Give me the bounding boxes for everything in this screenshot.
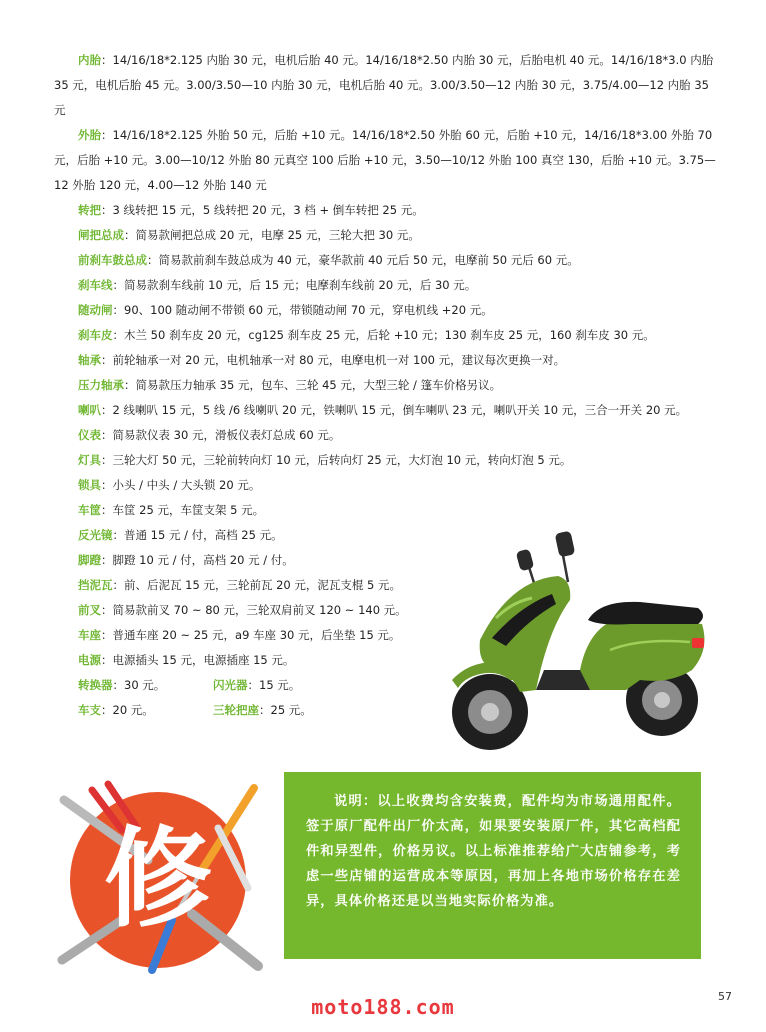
price-entry-inner-tube <box>54 48 718 123</box>
entry-label: 车筐 <box>78 503 101 517</box>
entry-label: 内胎 <box>78 53 101 67</box>
entry-text: ：车筐 25 元，车筐支架 5 元。 <box>101 503 265 517</box>
entry-text: ：14/16/18*2.125 内胎 30 元，电机后胎 40 元。14/16/18*2.50 内胎 30 元，后胎电机 40 元。14/16/18*3.0 内胎 35 元，电机后胎 45 元。3.00/3.50—10 内胎 30 元，电机后胎 40 元。3.00/3.50—12 内胎 30 元，3.75/4.00—12 内胎 35 元 <box>54 53 714 117</box>
price-entry-brake-lever <box>54 223 718 248</box>
entry-text: ：15 元。 <box>247 678 301 692</box>
price-entry-lights <box>54 448 718 473</box>
price-entry-brake-pad <box>54 323 718 348</box>
entry-text: ：简易款闸把总成 20 元，电摩 25 元，三轮大把 30 元。 <box>124 228 420 242</box>
price-item-kickstand <box>78 698 213 723</box>
price-entry-bearing <box>54 348 718 373</box>
entry-label: 前叉 <box>78 603 101 617</box>
entry-label: 闸把总成 <box>78 228 124 242</box>
price-entry-brake-cable <box>54 273 718 298</box>
price-entry-outer-tire <box>54 123 718 198</box>
entry-label: 电源 <box>78 653 101 667</box>
entry-label: 仪表 <box>78 428 101 442</box>
entry-label: 刹车线 <box>78 278 113 292</box>
entry-label: 转换器 <box>78 678 113 692</box>
entry-label: 转把 <box>78 203 101 217</box>
page-number: 57 <box>718 990 732 1003</box>
entry-label: 车支 <box>78 703 101 717</box>
logo-character: 修 <box>103 817 213 942</box>
entry-text: ：电源插头 15 元，电源插座 15 元。 <box>101 653 295 667</box>
entry-text: ：14/16/18*2.125 外胎 50 元，后胎 +10 元。14/16/18*2.50 外胎 60 元，后胎 +10 元，14/16/18*3.00 外胎 70 元，后胎 +10 元。3.00—10/12 外胎 80 元真空 100 后胎 +10 元，3.50—10/12 外胎 100 真空 130，后胎 +10 元。3.75—12 外胎 120 元，4.00—12 外胎 140 元 <box>54 128 716 192</box>
entry-text: ：90、100 随动闸不带锁 60 元，带锁随动闸 70 元，穿电机线 +20 元。 <box>112 303 493 317</box>
entry-label: 外胎 <box>78 128 101 142</box>
entry-text: ：前、后泥瓦 15 元，三轮前瓦 20 元，泥瓦支棍 5 元。 <box>112 578 402 592</box>
entry-label: 闪光器 <box>213 678 248 692</box>
entry-label: 喇叭 <box>78 403 101 417</box>
entry-text: ：普通 15 元 / 付，高档 25 元。 <box>112 528 283 542</box>
entry-text: ：2 线喇叭 15 元，5 线 /6 线喇叭 20 元，铁喇叭 15 元，倒车喇叭 23 元，喇叭开关 10 元，三合一开关 20 元。 <box>101 403 688 417</box>
price-entry-follow-brake <box>54 298 718 323</box>
price-item-flasher <box>213 678 300 692</box>
entry-text: ：脚蹬 10 元 / 付，高档 20 元 / 付。 <box>101 553 294 567</box>
entry-label: 刹车皮 <box>78 328 113 342</box>
entry-text: ：3 线转把 15 元，5 线转把 20 元，3 档 + 倒车转把 25 元。 <box>101 203 424 217</box>
entry-text: ：三轮大灯 50 元，三轮前转向灯 10 元，后转向灯 25 元，大灯泡 10 元，转向灯泡 5 元。 <box>101 453 572 467</box>
price-entry-meter <box>54 423 718 448</box>
entry-text: ：木兰 50 刹车皮 20 元，cg125 刹车皮 25 元，后轮 +10 元；130 刹车皮 25 元，160 刹车皮 30 元。 <box>112 328 655 342</box>
entry-text: ：简易款前叉 70 ~ 80 元，三轮双肩前叉 120 ~ 140 元。 <box>101 603 407 617</box>
entry-label: 反光镜 <box>78 528 113 542</box>
entry-label: 脚蹬 <box>78 553 101 567</box>
price-entry-throttle <box>54 198 718 223</box>
note-box <box>284 772 701 959</box>
entry-text: ：20 元。 <box>101 703 154 717</box>
entry-text: ：简易款前刹车鼓总成为 40 元，豪华款前 40 元后 50 元，电摩前 50 元后 60 元。 <box>147 253 579 267</box>
entry-label: 三轮把座 <box>213 703 259 717</box>
price-item-converter <box>78 673 213 698</box>
entry-text: ：25 元。 <box>259 703 312 717</box>
repair-logo-icon <box>52 770 268 982</box>
entry-text: ：普通车座 20 ~ 25 元，a9 车座 30 元，后坐垫 15 元。 <box>101 628 401 642</box>
entry-text: ：简易款刹车线前 10 元，后 15 元；电摩刹车线前 20 元，后 30 元。 <box>112 278 477 292</box>
entry-label: 灯具 <box>78 453 101 467</box>
entry-label: 挡泥瓦 <box>78 578 113 592</box>
entry-text: ：小头 / 中头 / 大头锁 20 元。 <box>101 478 261 492</box>
entry-text: ：简易款仪表 30 元，滑板仪表灯总成 60 元。 <box>101 428 341 442</box>
price-entry-locks <box>54 473 718 498</box>
price-entry-horn <box>54 398 718 423</box>
entry-text: ：30 元。 <box>112 678 166 692</box>
footer-site-link[interactable]: moto188.com <box>311 995 455 1019</box>
entry-text: ：前轮轴承一对 20 元，电机轴承一对 80 元，电摩电机一对 100 元，建议每次更换一对。 <box>101 353 566 367</box>
price-entry-pressure-bearing <box>54 373 718 398</box>
entry-label: 锁具 <box>78 478 101 492</box>
price-item-tricycle-handle-base <box>213 703 312 717</box>
entry-label: 车座 <box>78 628 101 642</box>
entry-label: 压力轴承 <box>78 378 124 392</box>
entry-label: 前刹车鼓总成 <box>78 253 147 267</box>
price-entry-front-drum <box>54 248 718 273</box>
electric-scooter-image <box>440 520 710 765</box>
entry-label: 轴承 <box>78 353 101 367</box>
note-text: 说明：以上收费均含安装费，配件均为市场通用配件。签于原厂配件出厂价太高，如果要安装原厂件，其它高档配件和异型件，价格另议。以上标准推荐给广大店铺参考，考虑一些店铺的运营成本等原因，再加上各地市场价格存在差异，具体价格还是以当地实际价格为准。 <box>306 794 681 909</box>
entry-label: 随动闸 <box>78 303 113 317</box>
entry-text: ：简易款压力轴承 35 元，包车、三轮 45 元，大型三轮 / 篷车价格另议。 <box>124 378 502 392</box>
